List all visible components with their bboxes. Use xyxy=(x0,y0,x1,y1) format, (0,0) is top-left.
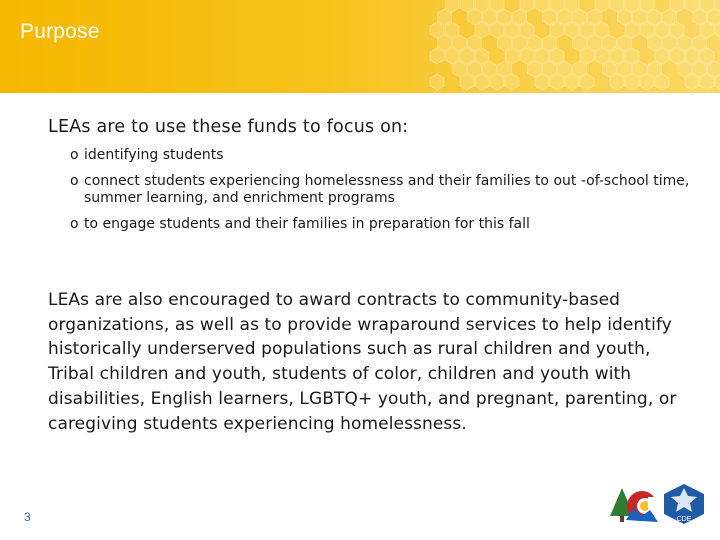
body-paragraph: LEAs are also encouraged to award contracts to community-based organizations, as well as to provide wraparound services to help identify historically underserved populations such as rural children and youth, Tribal children and youth, students of color, children and youth with disabilities, English learners, LGBTQ+ youth, and pregnant, parenting, or caregiving students experiencing homelessness. xyxy=(48,290,677,434)
logos xyxy=(608,480,708,530)
colorado-c-logo-icon xyxy=(610,488,658,522)
content-area xyxy=(48,117,688,241)
bullet-text: identifying students xyxy=(84,147,224,163)
bullet-item xyxy=(70,147,690,165)
bullet-marker: o xyxy=(70,172,79,189)
bullet-list xyxy=(70,147,690,233)
lead-text: LEAs are to use these funds to focus on: xyxy=(48,117,409,137)
bullet-marker: o xyxy=(70,147,79,163)
page-number: 3 xyxy=(24,510,31,524)
bullet-text: to engage students and their families in preparation for this fall xyxy=(84,215,530,232)
bullet-text: connect students experiencing homelessness and their families to out -of-school time, summer learning, and enrichment programs xyxy=(84,172,690,206)
header-band xyxy=(0,0,720,93)
hexagon-pattern-icon xyxy=(0,0,720,93)
bullet-item xyxy=(70,216,690,234)
cde-logo-icon xyxy=(664,484,704,524)
bullet-marker: o xyxy=(70,215,79,232)
bullet-item xyxy=(70,173,690,208)
slide-title: Purpose xyxy=(20,20,100,43)
cde-logo-text: CDE xyxy=(676,516,692,523)
